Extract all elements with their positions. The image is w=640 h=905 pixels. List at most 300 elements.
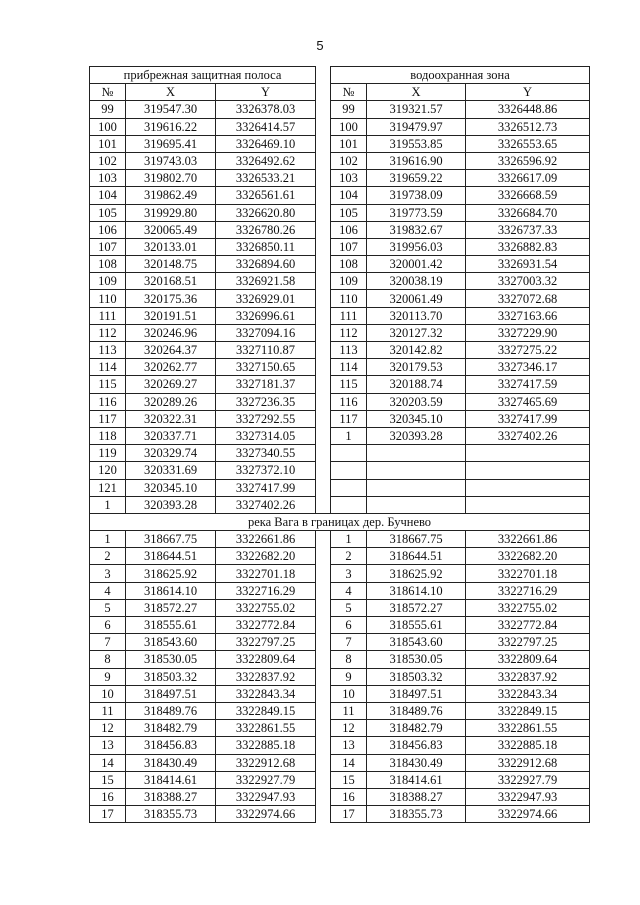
left-x-cell: 318667.75 (126, 531, 216, 548)
right-x-cell (367, 496, 466, 513)
left-y-cell: 3326414.57 (216, 118, 316, 135)
left-no-cell: 10 (90, 685, 126, 702)
left-y-cell: 3322682.20 (216, 548, 316, 565)
gap-cell (316, 152, 331, 169)
gap-cell (316, 599, 331, 616)
left-no-cell: 1 (90, 496, 126, 513)
right-x-cell: 319738.09 (367, 187, 466, 204)
gap-cell (316, 702, 331, 719)
gap-cell (316, 359, 331, 376)
right-no-cell (331, 479, 367, 496)
table-row (90, 204, 590, 221)
left-y-cell: 3322772.84 (216, 617, 316, 634)
gap-cell (316, 737, 331, 754)
left-x-cell: 319743.03 (126, 152, 216, 169)
header-row (90, 84, 590, 101)
right-no-cell (331, 496, 367, 513)
table-row (90, 221, 590, 238)
gap-cell (316, 496, 331, 513)
gap-cell (316, 548, 331, 565)
gap-cell (316, 118, 331, 135)
left-no-cell: 7 (90, 634, 126, 651)
gap-cell (316, 393, 331, 410)
table-row (90, 187, 590, 204)
right-y-cell: 3322755.02 (466, 599, 590, 616)
left-x-cell: 319616.22 (126, 118, 216, 135)
right-y-cell: 3326931.54 (466, 256, 590, 273)
gap-cell (316, 427, 331, 444)
left-y-cell: 3327372.10 (216, 462, 316, 479)
left-no-cell: 1 (90, 531, 126, 548)
page-number: 5 (316, 38, 324, 53)
right-x-cell: 319321.57 (367, 101, 466, 118)
table-row (90, 685, 590, 702)
right-no-cell: 15 (331, 771, 367, 788)
right-no-cell: 100 (331, 118, 367, 135)
section-title: река Вага в границах дер. Бучнево (90, 513, 590, 530)
left-no-cell: 101 (90, 135, 126, 152)
left-x-cell: 320345.10 (126, 479, 216, 496)
right-no-cell: 8 (331, 651, 367, 668)
left-y-cell: 3326921.58 (216, 273, 316, 290)
table-row (90, 410, 590, 427)
right-y-cell: 3322843.34 (466, 685, 590, 702)
gap-cell (316, 410, 331, 427)
left-x-cell: 320393.28 (126, 496, 216, 513)
left-no-cell: 116 (90, 393, 126, 410)
right-y-cell: 3327072.68 (466, 290, 590, 307)
right-no-cell: 4 (331, 582, 367, 599)
left-x-cell: 320337.71 (126, 427, 216, 444)
right-x-cell: 318489.76 (367, 702, 466, 719)
left-y-cell: 3327417.99 (216, 479, 316, 496)
right-y-cell: 3322885.18 (466, 737, 590, 754)
right-title: водоохранная зона (331, 67, 590, 84)
left-x-cell: 318614.10 (126, 582, 216, 599)
right-no-cell: 16 (331, 788, 367, 805)
right-y-cell: 3326882.83 (466, 238, 590, 255)
left-no-cell: 110 (90, 290, 126, 307)
left-no-cell: 104 (90, 187, 126, 204)
right-y-cell: 3322849.15 (466, 702, 590, 719)
right-x-cell: 319479.97 (367, 118, 466, 135)
left-y-cell: 3326378.03 (216, 101, 316, 118)
left-no-cell: 117 (90, 410, 126, 427)
table-row (90, 668, 590, 685)
left-no-cell: 12 (90, 720, 126, 737)
left-x-cell: 320269.27 (126, 376, 216, 393)
table-row (90, 771, 590, 788)
left-y-cell: 3322837.92 (216, 668, 316, 685)
right-y-cell: 3322797.25 (466, 634, 590, 651)
right-no-cell: 103 (331, 170, 367, 187)
right-y-cell: 3322661.86 (466, 531, 590, 548)
gap-cell (316, 771, 331, 788)
left-no-cell: 11 (90, 702, 126, 719)
right-no-cell: 113 (331, 342, 367, 359)
left-no-cell: 115 (90, 376, 126, 393)
left-y-cell: 3326561.61 (216, 187, 316, 204)
left-y-cell: 3327314.05 (216, 427, 316, 444)
right-x-cell: 320001.42 (367, 256, 466, 273)
table-row (90, 788, 590, 805)
gap-cell (316, 634, 331, 651)
left-x-cell: 318355.73 (126, 806, 216, 823)
gap-cell (316, 324, 331, 341)
left-y-cell: 3326492.62 (216, 152, 316, 169)
left-x-cell: 320322.31 (126, 410, 216, 427)
left-y-cell: 3327181.37 (216, 376, 316, 393)
right-no-cell: 112 (331, 324, 367, 341)
gap-cell (316, 84, 331, 101)
left-y-cell: 3326620.80 (216, 204, 316, 221)
left-x-cell: 320148.75 (126, 256, 216, 273)
gap-cell (316, 668, 331, 685)
right-x-cell: 318572.27 (367, 599, 466, 616)
left-y-cell: 3326533.21 (216, 170, 316, 187)
table-row (90, 238, 590, 255)
left-x-cell: 318503.32 (126, 668, 216, 685)
right-y-cell: 3327163.66 (466, 307, 590, 324)
left-y-cell: 3326894.60 (216, 256, 316, 273)
right-x-cell: 318355.73 (367, 806, 466, 823)
right-x-cell: 320345.10 (367, 410, 466, 427)
table-row (90, 479, 590, 496)
right-y-cell: 3322947.93 (466, 788, 590, 805)
right-x-cell (367, 479, 466, 496)
table-row (90, 256, 590, 273)
table-row (90, 135, 590, 152)
right-y-cell: 3326512.73 (466, 118, 590, 135)
left-no-cell: 120 (90, 462, 126, 479)
gap-cell (316, 617, 331, 634)
left-x-cell: 320133.01 (126, 238, 216, 255)
left-y-cell: 3326996.61 (216, 307, 316, 324)
left-y-cell: 3326850.11 (216, 238, 316, 255)
section-row (90, 513, 590, 530)
right-y-cell: 3322682.20 (466, 548, 590, 565)
left-x-cell: 318489.76 (126, 702, 216, 719)
right-no-cell: 17 (331, 806, 367, 823)
table-row (90, 445, 590, 462)
left-x-cell: 319929.80 (126, 204, 216, 221)
right-x-cell: 320188.74 (367, 376, 466, 393)
right-no-cell: 108 (331, 256, 367, 273)
table-row (90, 565, 590, 582)
right-x-cell: 320061.49 (367, 290, 466, 307)
right-y-cell: 3322716.29 (466, 582, 590, 599)
right-x-cell: 318430.49 (367, 754, 466, 771)
left-y-cell: 3327292.55 (216, 410, 316, 427)
gap-cell (316, 806, 331, 823)
left-y-cell: 3326929.01 (216, 290, 316, 307)
left-no-cell: 8 (90, 651, 126, 668)
left-col-y-header: Y (216, 84, 316, 101)
right-no-cell: 13 (331, 737, 367, 754)
left-x-cell: 318530.05 (126, 651, 216, 668)
left-no-cell: 112 (90, 324, 126, 341)
table-row (90, 737, 590, 754)
left-x-cell: 320262.77 (126, 359, 216, 376)
gap-cell (316, 170, 331, 187)
left-x-cell: 320191.51 (126, 307, 216, 324)
table-row (90, 118, 590, 135)
right-x-cell: 320127.32 (367, 324, 466, 341)
right-no-cell: 109 (331, 273, 367, 290)
left-x-cell: 319547.30 (126, 101, 216, 118)
right-x-cell: 319553.85 (367, 135, 466, 152)
right-no-cell (331, 462, 367, 479)
table-row (90, 582, 590, 599)
gap-cell (316, 238, 331, 255)
left-x-cell: 320331.69 (126, 462, 216, 479)
right-x-cell: 319832.67 (367, 221, 466, 238)
left-y-cell: 3327110.87 (216, 342, 316, 359)
right-no-cell: 101 (331, 135, 367, 152)
table-row (90, 617, 590, 634)
table-row (90, 702, 590, 719)
left-no-cell: 121 (90, 479, 126, 496)
left-no-cell: 113 (90, 342, 126, 359)
right-x-cell: 320038.19 (367, 273, 466, 290)
right-y-cell: 3326553.65 (466, 135, 590, 152)
gap-cell (316, 376, 331, 393)
right-y-cell: 3322927.79 (466, 771, 590, 788)
left-y-cell: 3322809.64 (216, 651, 316, 668)
right-no-cell: 7 (331, 634, 367, 651)
right-y-cell: 3327417.99 (466, 410, 590, 427)
right-x-cell: 320113.70 (367, 307, 466, 324)
table-row (90, 101, 590, 118)
left-y-cell: 3327236.35 (216, 393, 316, 410)
right-y-cell: 3322772.84 (466, 617, 590, 634)
gap-cell (316, 204, 331, 221)
right-y-cell: 3327465.69 (466, 393, 590, 410)
left-x-cell: 320246.96 (126, 324, 216, 341)
gap-cell (316, 462, 331, 479)
gap-cell (316, 582, 331, 599)
right-col-x-header: X (367, 84, 466, 101)
table-row (90, 170, 590, 187)
left-no-cell: 118 (90, 427, 126, 444)
right-y-cell (466, 462, 590, 479)
right-x-cell: 318503.32 (367, 668, 466, 685)
right-col-y-header: Y (466, 84, 590, 101)
right-y-cell: 3327275.22 (466, 342, 590, 359)
left-x-cell: 318414.61 (126, 771, 216, 788)
left-x-cell: 318456.83 (126, 737, 216, 754)
gap-cell (316, 565, 331, 582)
right-x-cell: 320179.53 (367, 359, 466, 376)
right-y-cell: 3327346.17 (466, 359, 590, 376)
right-no-cell: 105 (331, 204, 367, 221)
table-row (90, 376, 590, 393)
right-x-cell: 318625.92 (367, 565, 466, 582)
left-x-cell: 318482.79 (126, 720, 216, 737)
left-no-cell: 6 (90, 617, 126, 634)
left-col-no-header: № (90, 84, 126, 101)
left-x-cell: 319802.70 (126, 170, 216, 187)
right-y-cell (466, 496, 590, 513)
title-row (90, 67, 590, 84)
left-no-cell: 5 (90, 599, 126, 616)
right-x-cell: 320203.59 (367, 393, 466, 410)
table-row (90, 599, 590, 616)
coordinates-table (89, 66, 590, 823)
right-y-cell: 3322837.92 (466, 668, 590, 685)
left-x-cell: 318572.27 (126, 599, 216, 616)
gap-cell (316, 135, 331, 152)
gap-cell (316, 754, 331, 771)
right-no-cell: 2 (331, 548, 367, 565)
table-row (90, 651, 590, 668)
gap-cell (316, 187, 331, 204)
gap-cell (316, 788, 331, 805)
table-row (90, 548, 590, 565)
left-y-cell: 3322927.79 (216, 771, 316, 788)
right-x-cell (367, 445, 466, 462)
left-y-cell: 3322755.02 (216, 599, 316, 616)
gap-cell (316, 342, 331, 359)
left-no-cell: 119 (90, 445, 126, 462)
gap-cell (316, 720, 331, 737)
left-no-cell: 99 (90, 101, 126, 118)
left-x-cell: 318625.92 (126, 565, 216, 582)
right-x-cell (367, 462, 466, 479)
right-y-cell: 3322974.66 (466, 806, 590, 823)
table-row (90, 754, 590, 771)
left-x-cell: 318555.61 (126, 617, 216, 634)
right-y-cell: 3327417.59 (466, 376, 590, 393)
right-x-cell: 318667.75 (367, 531, 466, 548)
left-x-cell: 318388.27 (126, 788, 216, 805)
left-no-cell: 107 (90, 238, 126, 255)
gap-cell (316, 221, 331, 238)
left-col-x-header: X (126, 84, 216, 101)
gap-cell (316, 531, 331, 548)
left-y-cell: 3322912.68 (216, 754, 316, 771)
right-y-cell: 3322701.18 (466, 565, 590, 582)
right-x-cell: 318497.51 (367, 685, 466, 702)
left-y-cell: 3326780.26 (216, 221, 316, 238)
right-no-cell (331, 445, 367, 462)
right-no-cell: 102 (331, 152, 367, 169)
left-y-cell: 3326469.10 (216, 135, 316, 152)
left-no-cell: 14 (90, 754, 126, 771)
right-y-cell: 3326617.09 (466, 170, 590, 187)
right-no-cell: 9 (331, 668, 367, 685)
right-no-cell: 111 (331, 307, 367, 324)
left-no-cell: 100 (90, 118, 126, 135)
right-y-cell: 3326737.33 (466, 221, 590, 238)
left-no-cell: 2 (90, 548, 126, 565)
left-no-cell: 17 (90, 806, 126, 823)
table-row (90, 152, 590, 169)
right-no-cell: 115 (331, 376, 367, 393)
left-no-cell: 111 (90, 307, 126, 324)
right-no-cell: 107 (331, 238, 367, 255)
left-x-cell: 320264.37 (126, 342, 216, 359)
table-row (90, 290, 590, 307)
left-y-cell: 3322885.18 (216, 737, 316, 754)
left-x-cell: 318497.51 (126, 685, 216, 702)
table-row (90, 427, 590, 444)
left-no-cell: 13 (90, 737, 126, 754)
left-no-cell: 105 (90, 204, 126, 221)
right-x-cell: 318543.60 (367, 634, 466, 651)
table-row (90, 342, 590, 359)
right-x-cell: 319659.22 (367, 170, 466, 187)
left-y-cell: 3322661.86 (216, 531, 316, 548)
right-y-cell: 3326668.59 (466, 187, 590, 204)
table-row (90, 720, 590, 737)
table-row (90, 307, 590, 324)
gap-cell (316, 685, 331, 702)
right-y-cell: 3327003.32 (466, 273, 590, 290)
right-no-cell: 3 (331, 565, 367, 582)
right-no-cell: 12 (331, 720, 367, 737)
table-row (90, 393, 590, 410)
right-y-cell (466, 445, 590, 462)
left-x-cell: 320175.36 (126, 290, 216, 307)
right-no-cell: 6 (331, 617, 367, 634)
left-x-cell: 320168.51 (126, 273, 216, 290)
right-y-cell: 3322809.64 (466, 651, 590, 668)
left-y-cell: 3322797.25 (216, 634, 316, 651)
right-x-cell: 318614.10 (367, 582, 466, 599)
left-no-cell: 4 (90, 582, 126, 599)
left-y-cell: 3322974.66 (216, 806, 316, 823)
left-y-cell: 3322861.55 (216, 720, 316, 737)
right-x-cell: 318555.61 (367, 617, 466, 634)
left-x-cell: 319695.41 (126, 135, 216, 152)
table-row (90, 531, 590, 548)
left-y-cell: 3322947.93 (216, 788, 316, 805)
right-no-cell: 10 (331, 685, 367, 702)
table-row (90, 359, 590, 376)
left-no-cell: 3 (90, 565, 126, 582)
left-x-cell: 318430.49 (126, 754, 216, 771)
right-x-cell: 319956.03 (367, 238, 466, 255)
left-y-cell: 3322843.34 (216, 685, 316, 702)
right-x-cell: 318414.61 (367, 771, 466, 788)
table-row (90, 496, 590, 513)
right-y-cell: 3326596.92 (466, 152, 590, 169)
gap-cell (316, 290, 331, 307)
gap-cell (316, 256, 331, 273)
table-row (90, 634, 590, 651)
left-y-cell: 3322716.29 (216, 582, 316, 599)
right-no-cell: 1 (331, 531, 367, 548)
right-y-cell (466, 479, 590, 496)
left-y-cell: 3327094.16 (216, 324, 316, 341)
left-y-cell: 3327340.55 (216, 445, 316, 462)
left-x-cell: 319862.49 (126, 187, 216, 204)
right-no-cell: 99 (331, 101, 367, 118)
gap-cell (316, 307, 331, 324)
table-row (90, 806, 590, 823)
gap-cell (316, 479, 331, 496)
right-no-cell: 117 (331, 410, 367, 427)
right-y-cell: 3322912.68 (466, 754, 590, 771)
left-y-cell: 3327402.26 (216, 496, 316, 513)
left-no-cell: 103 (90, 170, 126, 187)
right-no-cell: 14 (331, 754, 367, 771)
left-no-cell: 9 (90, 668, 126, 685)
left-no-cell: 108 (90, 256, 126, 273)
right-no-cell: 116 (331, 393, 367, 410)
left-y-cell: 3322849.15 (216, 702, 316, 719)
